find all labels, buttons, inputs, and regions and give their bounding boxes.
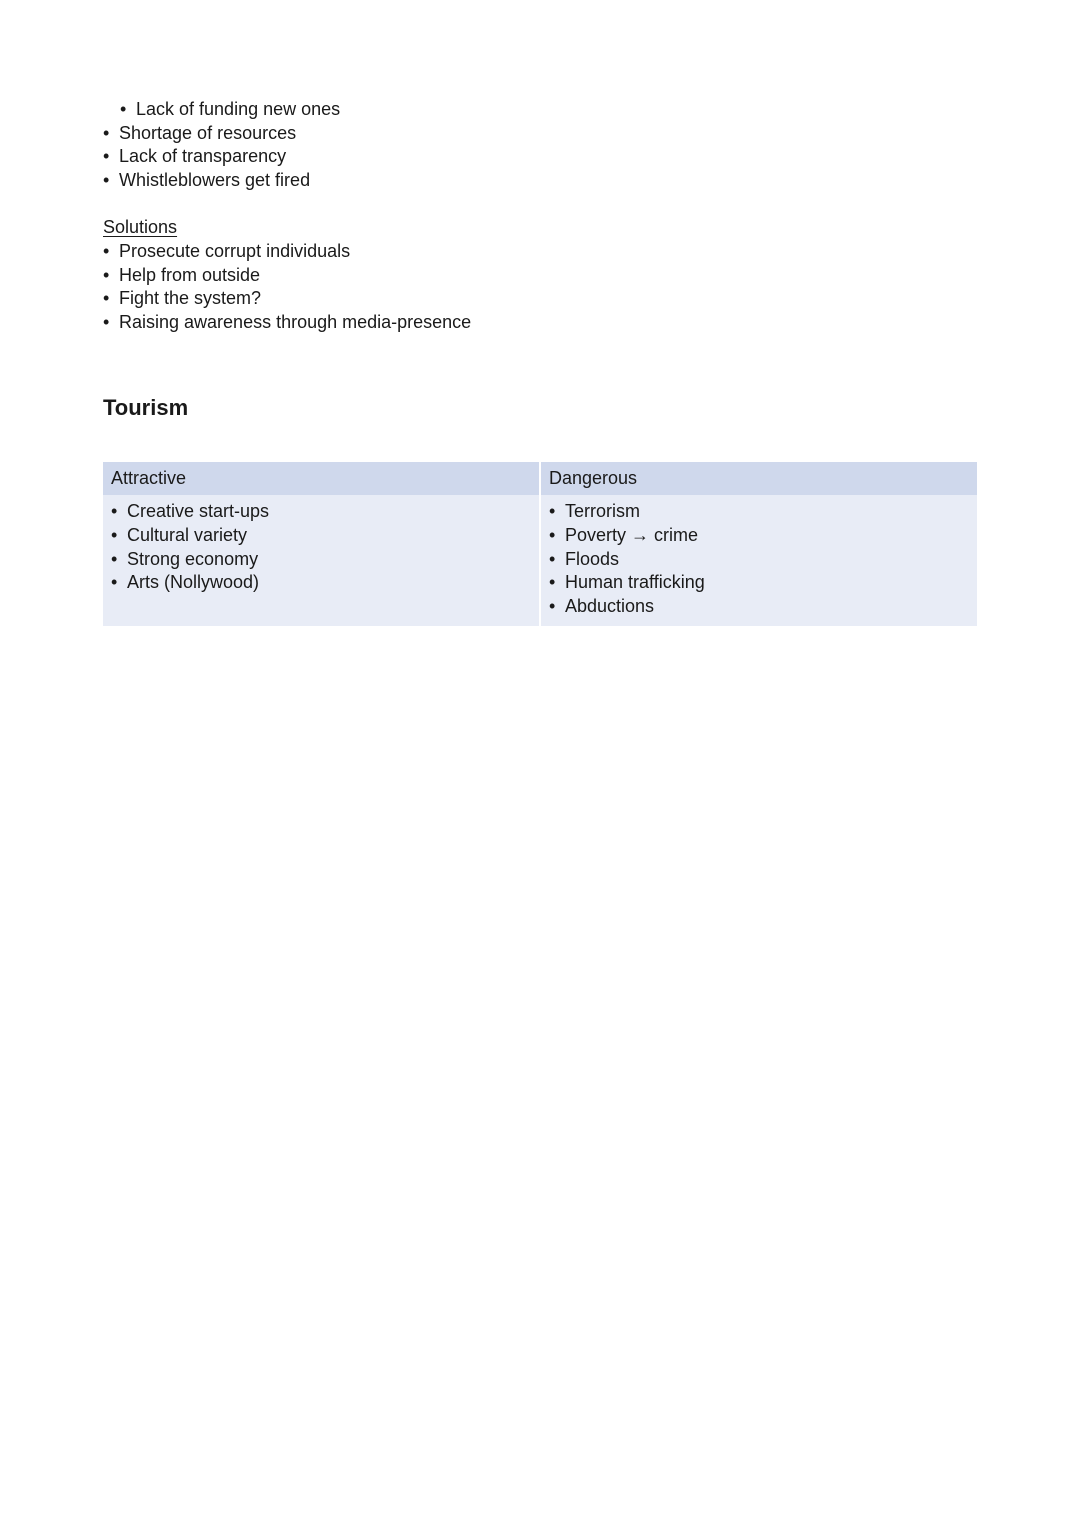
list-item: • Cultural variety <box>111 524 531 548</box>
tourism-title: Tourism <box>103 395 189 421</box>
list-item: • Help from outside <box>103 264 977 288</box>
solutions-heading: Solutions <box>103 217 178 238</box>
table-row <box>103 495 977 626</box>
attractive-list <box>111 500 531 594</box>
list-item: • Fight the system? <box>103 287 977 311</box>
list-item: • Creative start-ups <box>111 500 531 524</box>
document-page <box>103 98 977 626</box>
dangerous-column-header: Dangerous <box>540 462 977 495</box>
list-item: • Shortage of resources <box>103 122 977 146</box>
attractive-column-header: Attractive <box>103 462 540 495</box>
dangerous-list <box>549 500 969 618</box>
sub-bullet-list <box>103 98 977 122</box>
list-item: • Lack of funding new ones <box>120 98 977 122</box>
list-item: • Abductions <box>549 595 969 619</box>
list-item: • Whistleblowers get fired <box>103 169 977 193</box>
list-item: • Human trafficking <box>549 571 969 595</box>
list-item: • Arts (Nollywood) <box>111 571 531 595</box>
list-item: • Raising awareness through media-presence <box>103 311 977 335</box>
list-item: • Poverty → crime <box>549 524 969 548</box>
list-item: • Terrorism <box>549 500 969 524</box>
solutions-bullet-list <box>103 240 977 334</box>
table-header-row <box>103 462 977 495</box>
tourism-table <box>103 462 977 626</box>
attractive-cell <box>103 495 540 626</box>
list-item: • Strong economy <box>111 548 531 572</box>
list-item: • Prosecute corrupt individuals <box>103 240 977 264</box>
problems-bullet-list <box>103 122 977 193</box>
list-item: • Lack of transparency <box>103 145 977 169</box>
list-item: • Floods <box>549 548 969 572</box>
dangerous-cell <box>540 495 977 626</box>
